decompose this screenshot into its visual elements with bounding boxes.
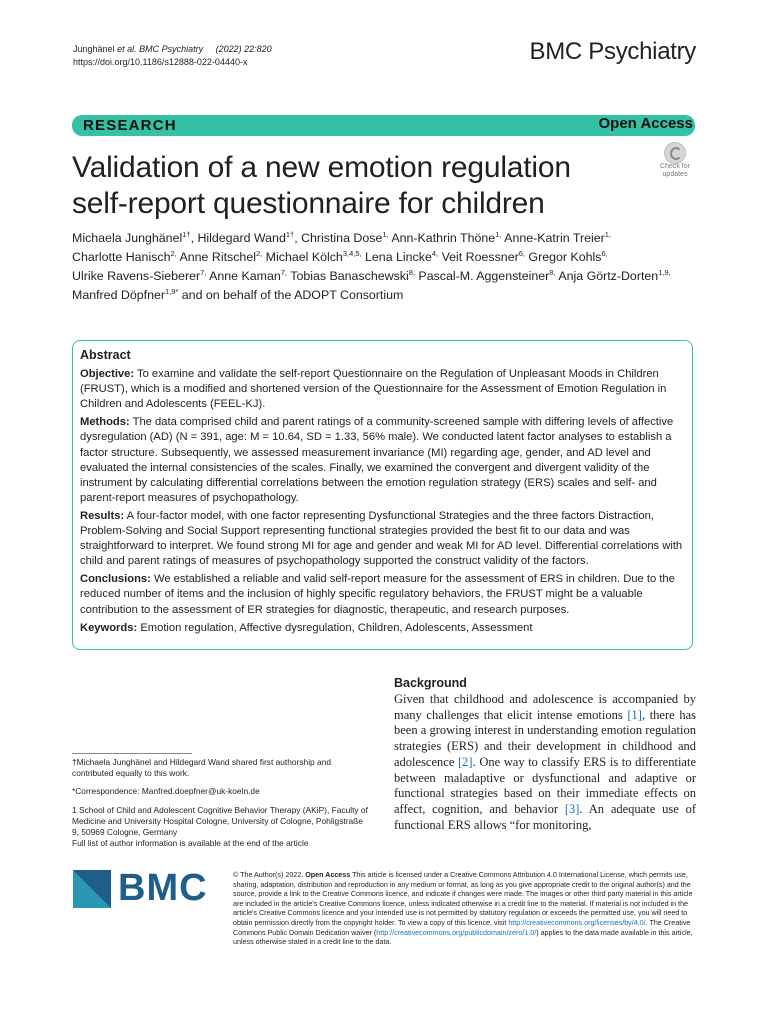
footnote-shared-authorship: †Michaela Junghänel and Hildegard Wand shared first authorship and contributed equally to this work. bbox=[72, 757, 332, 779]
results-label: Results: bbox=[80, 509, 125, 522]
methods-label: Methods: bbox=[80, 416, 130, 429]
check-for-updates-badge[interactable] bbox=[654, 141, 696, 181]
background-text: , there has been a growing interest in understanding emotion regulation strategies (ERS) and their development in childhood and adolescence bbox=[394, 707, 696, 769]
keywords-text: Emotion regulation, Affective dysregulation, Children, Adolescents, Assessment bbox=[140, 621, 533, 634]
abstract-results bbox=[80, 509, 686, 569]
methods-text: The data comprised child and parent ratings of a community-screened sample with differing levels of affective dysregulation (AD) (N = 391, age: M = 10.64, SD = 1.33, 56% male). We conducted latent factor analyses to establish a factor structure. Subsequently, we assessed measurement invariance (MI) regarding age, gender, and AD level and evaluated the internal consistencies of the scales. Finally, we examined the convergent and divergent validity of the instrument by calculating differential correlations between the emotion regulation strategy (ERS) scales and self- and parent-report measures of psychopathology. bbox=[80, 416, 674, 504]
open-access-label: Open Access bbox=[598, 115, 693, 132]
background-text: . One way to classify ERS is to differentiate between maladaptive or dysfunctional and adaptive or functional strategies based on their immediate effects on affect, cognition, and behavior bbox=[394, 754, 696, 816]
license-copyright: © The Author(s) 2022. bbox=[233, 871, 304, 879]
conclusions-text: We established a reliable and valid self-report measure for the assessment of ERS in children. Due to the reduced number of items and the inclusion of highly specific regulatory behaviors, the FRUST might be a valuable contribution to the assessment of ER strategies for diagnostic, therapeutic, and research purposes. bbox=[80, 573, 675, 616]
license-text: ) applies to the data made available in this article, unless otherwise stated in a credit line to the data. bbox=[233, 928, 693, 947]
keywords-label: Keywords: bbox=[80, 621, 138, 634]
background-heading: Background bbox=[394, 676, 467, 690]
abstract-methods bbox=[80, 415, 686, 506]
abstract bbox=[80, 348, 686, 639]
check-updates-label: Check for updates bbox=[660, 163, 690, 178]
citation-authors: Junghänel bbox=[73, 44, 115, 54]
background-paragraph bbox=[394, 692, 696, 833]
license-link[interactable]: http://creativecommons.org/licenses/by/4.0/ bbox=[508, 918, 646, 927]
background-text: Given that childhood and adolescence is accompanied by many challenges that elicit intense emotions bbox=[394, 692, 696, 722]
license-text: . The Creative Commons Public Domain Dedication waiver ( bbox=[233, 918, 691, 937]
author-line: Michaela Junghänel$^{1\dagger}$, Hildegard Wand$^{1\dagger}$, Christina Dose$^{1,}$ Ann-Kathrin Thöne$^{1,}$ Anne-Katrin Treier$^{1,}$ bbox=[72, 229, 611, 245]
citation-link[interactable]: [1] bbox=[627, 707, 642, 722]
author-list bbox=[72, 229, 702, 305]
footnotes bbox=[72, 757, 372, 849]
citation-link[interactable]: [3] bbox=[564, 801, 580, 816]
bmc-logo-text: BMC bbox=[118, 867, 208, 909]
check-updates-icon bbox=[664, 142, 686, 164]
journal-name: BMC Psychiatry bbox=[529, 38, 696, 65]
abstract-objective bbox=[80, 367, 686, 412]
author-line: Charlotte Hanisch$^{2,}$ Anne Ritschel$^{2,}$ Michael Kölch$^{3,4,5,}$ Lena Lincke$^{4,}$ Veit Roessner$^{6,}$ Gregor Kohls$^{6,}$ bbox=[72, 248, 608, 264]
citation-link[interactable]: [2] bbox=[458, 754, 473, 769]
objective-text: To examine and validate the self-report Questionnaire on the Regulation of Unpleasant Moods in Children (FRUST), which is a modified and shortened version of the Questionnaire for the Assessment of Emotion Regulation in Children and Adolescents (FEEL-KJ). bbox=[80, 368, 667, 411]
objective-label: Objective: bbox=[80, 368, 135, 381]
citation-year-volume: (2022) 22:820 bbox=[215, 44, 272, 54]
footnote-correspondence: *Correspondence: Manfred.doepfner@uk-koeln.de bbox=[72, 786, 260, 797]
abstract-heading: Abstract bbox=[80, 348, 131, 362]
license-text: This article is licensed under a Creative Commons Attribution 4.0 International License, which permits use, sharing, adaptation, distribution and reproduction in any medium or format, as long as you give appropriate credit to the original author(s) and the source, provide a link to the Creative Commons licence, and indicate if changes were made. The images or other third party material in this article are included in the article's Creative Commons licence, unless indicated otherwise in a credit line to the material. If material is not included in the article's Creative Commons licence and your intended use is not permitted by statutory regulation or exceeds the permitted use, you will need to obtain permission directly from the copyright holder. To view a copy of this licence, visit bbox=[233, 871, 693, 927]
license-statement bbox=[233, 871, 698, 948]
author-line: Manfred Döpfner$^{1,9*}$ and on behalf of the ADOPT Consortium bbox=[72, 286, 404, 302]
footnote-divider bbox=[72, 753, 192, 754]
header-citation bbox=[73, 43, 272, 69]
article-type-label: RESEARCH bbox=[83, 117, 177, 134]
footnote-affiliation: 1 School of Child and Adolescent Cognitive Behavior Therapy (AKiP), Faculty of Medicine and University Hospital Cologne, University of Cologne, Pohligstraße 9, 50969 Cologne, Germany bbox=[72, 804, 368, 838]
conclusions-label: Conclusions: bbox=[80, 573, 151, 586]
article-title: Validation of a new emotion regulation self-report questionnaire for children bbox=[72, 151, 571, 220]
results-text: A four-factor model, with one factor representing Dysfunctional Strategies and the three factors Distraction, Problem-Solving and Social Support representing functional strategies provided the best fit to our data and was straightforward to interpret. We found strong MI for age and gender and weak MI for AD level. Differential correlations with child and parent ratings of measures of psychopathology supported the construct validity of the factors. bbox=[80, 509, 683, 568]
author-line: Ulrike Ravens-Sieberer$^{7,}$ Anne Kaman$^{7,}$ Tobias Banaschewski$^{8,}$ Pascal-M. Aggensteiner$^{8,}$ Anja Görtz-Dorten$^{1,9,}$ bbox=[72, 267, 671, 283]
background-text: . An adequate use of functional ERS allows “for monitoring, bbox=[394, 801, 696, 832]
doi-link[interactable]: https://doi.org/10.1186/s12888-022-04440-x bbox=[73, 57, 248, 67]
bmc-logo bbox=[73, 867, 213, 914]
license-link[interactable]: http://creativecommons.org/publicdomain/zero/1.0/ bbox=[376, 928, 537, 937]
bmc-logo-mark-accent bbox=[73, 870, 111, 908]
abstract-keywords bbox=[80, 621, 686, 636]
citation-etal: et al. BMC Psychiatry bbox=[117, 44, 204, 54]
footnote-full-list: Full list of author information is available at the end of the article bbox=[72, 838, 309, 849]
license-open-access: Open Access bbox=[305, 871, 351, 879]
abstract-conclusions bbox=[80, 572, 686, 617]
